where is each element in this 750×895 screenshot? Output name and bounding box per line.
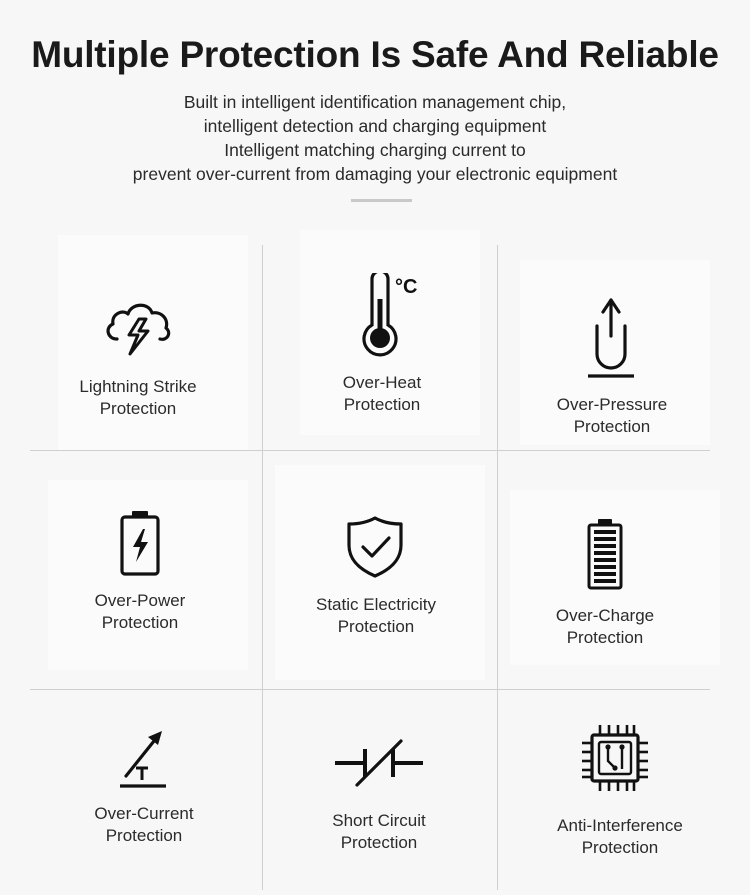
celsius-unit: °C [395, 276, 418, 298]
feature-label [520, 815, 720, 859]
grid-line-vertical [497, 245, 498, 890]
feature-label-line: Lightning Strike [79, 377, 197, 396]
feature-label-line: Protection [581, 838, 659, 857]
feature-label-line: Over-Heat [342, 373, 422, 392]
lightning-cloud-icon [103, 297, 173, 359]
title-divider [351, 199, 412, 202]
thermometer-icon [360, 273, 400, 357]
battery-bolt-icon [118, 509, 162, 577]
feature-label-line: Protection [573, 417, 651, 436]
grid-line-horizontal [30, 450, 710, 451]
feature-label [44, 803, 244, 847]
feature-label [279, 810, 479, 854]
feature-label-line: Over-Pressure [556, 395, 668, 414]
feature-label-line: Short Circuit [332, 811, 426, 830]
shield-check-icon [344, 515, 406, 579]
grid-line-horizontal [30, 689, 710, 690]
feature-label-line: Protection [566, 628, 644, 647]
feature-label [282, 372, 482, 416]
feature-label-line: Anti-Interference [557, 816, 683, 835]
subtitle [0, 90, 750, 186]
subtitle-line: Intelligent matching charging current to [224, 140, 526, 160]
feature-label-line: Protection [101, 613, 179, 632]
feature-label-line: Over-Current [94, 804, 194, 823]
feature-label-line: Protection [343, 395, 421, 414]
chip-icon [580, 723, 650, 793]
feature-label-line: Static Electricity [316, 595, 436, 614]
subtitle-line: prevent over-current from damaging your electronic equipment [132, 164, 618, 184]
battery-full-icon [586, 518, 624, 590]
grid-line-vertical [262, 245, 263, 890]
subtitle-line: Built in intelligent identification management chip, [183, 92, 567, 112]
feature-label [40, 590, 240, 634]
pressure-arrow-icon [585, 296, 637, 380]
feature-label-line: Protection [340, 833, 418, 852]
feature-label [512, 394, 712, 438]
subtitle-line: intelligent detection and charging equipment [203, 116, 547, 136]
feature-label-line: Over-Power [94, 591, 186, 610]
feature-label-line: Protection [99, 399, 177, 418]
feature-label-line: Over-Charge [555, 606, 655, 625]
feature-label-line: Protection [337, 617, 415, 636]
feature-label [505, 605, 705, 649]
current-arrow-icon [118, 728, 168, 790]
feature-label [276, 594, 476, 638]
feature-label [38, 376, 238, 420]
feature-label-line: Protection [105, 826, 183, 845]
short-circuit-icon [333, 737, 425, 789]
page-title: Multiple Protection Is Safe And Reliable [31, 34, 719, 75]
